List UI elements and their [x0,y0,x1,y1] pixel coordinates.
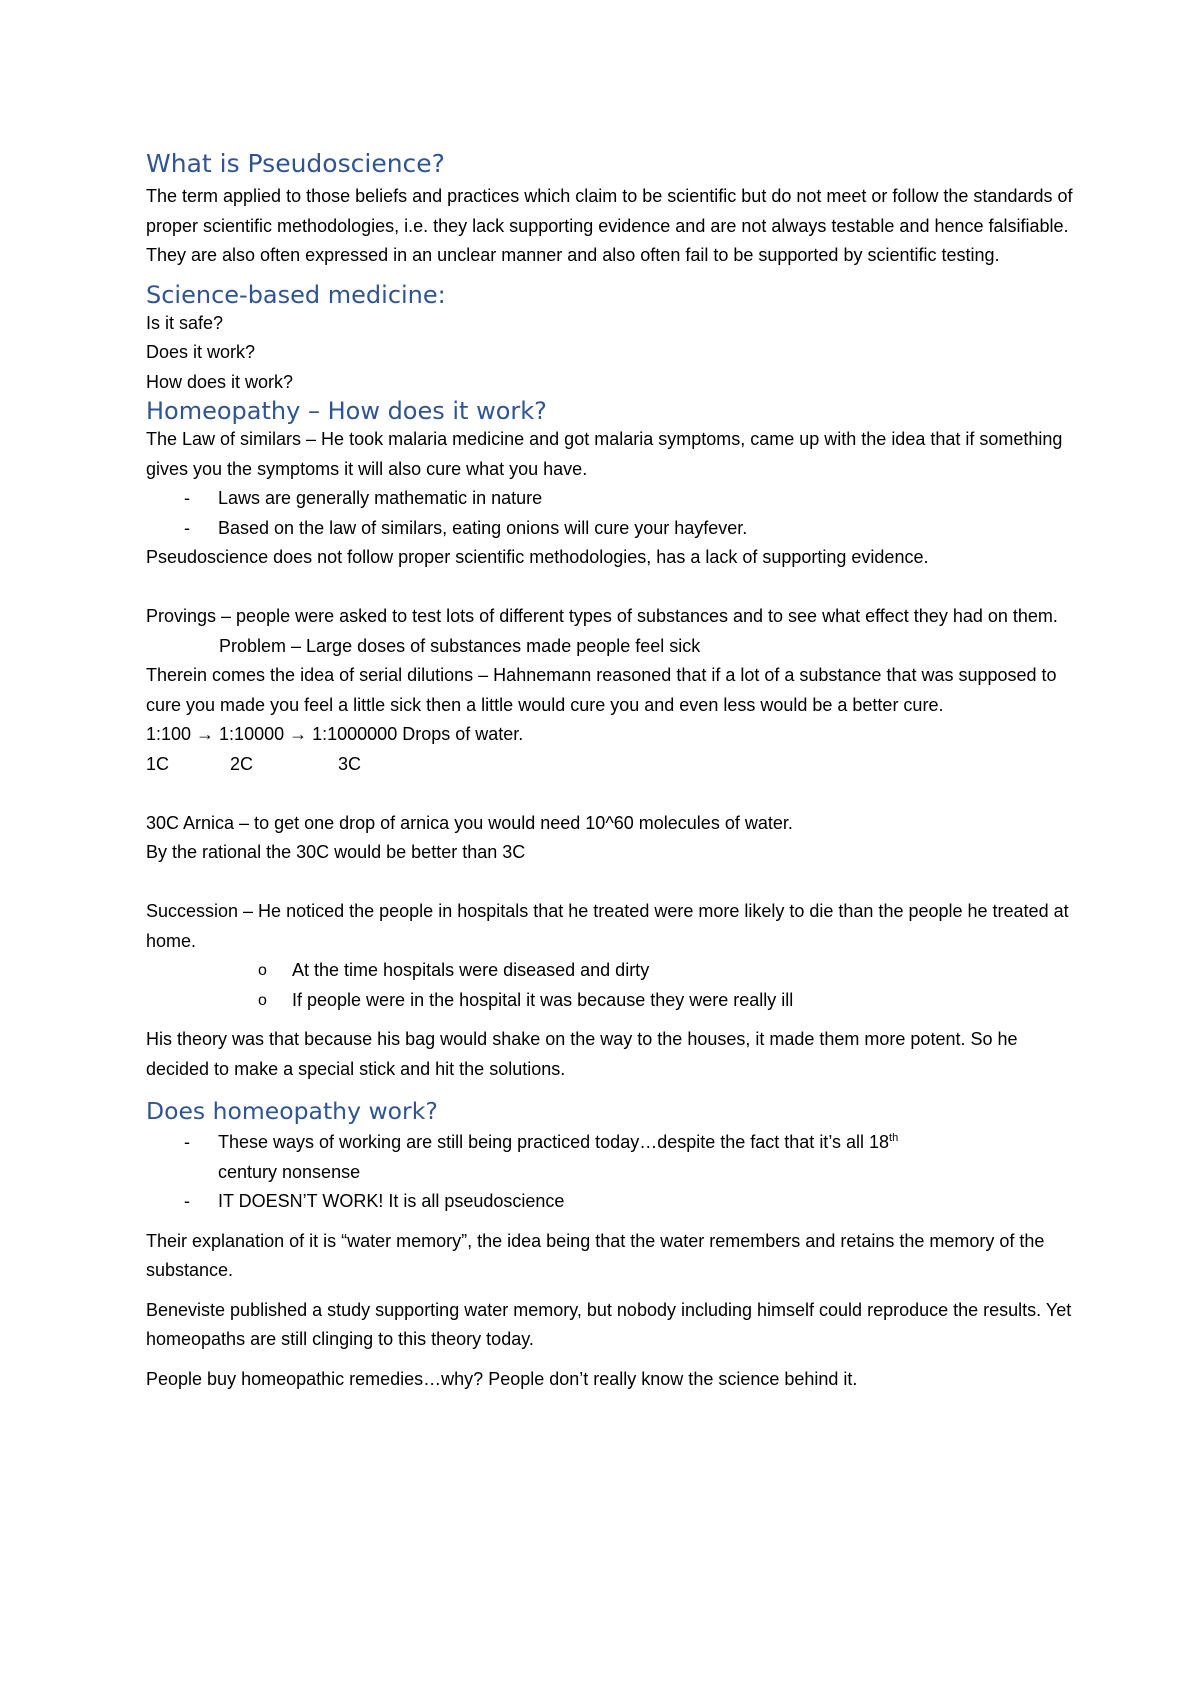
dilution-ratio-line: 1:100 → 1:10000 → 1:1000000 Drops of water. [146,724,524,744]
buy-remedies-paragraph: People buy homeopathic remedies…why? People don’t really know the science behind it. [146,1368,858,1389]
serial-dilutions-paragraph: Therein comes the idea of serial dilutions – Hahnemann reasoned that if a lot of a substance that was supposed to cure you made you feel a little sick then a little would cure you and even less would be a better cure. [146,665,1057,715]
superscript-th: th [889,1132,899,1144]
circle-marker: o [258,962,267,979]
list-item: - Laws are generally mathematic in nature [146,484,1076,514]
dash-marker: - [184,1191,190,1211]
question-how-does-it-work: How does it work? [146,371,294,392]
water-memory-paragraph: Their explanation of it is “water memory”, the idea being that the water remembers and retains the memory of the substance. [146,1230,1045,1280]
hospital-bullet-list [146,956,1076,1015]
dash-marker: - [184,517,190,538]
question-safe: Is it safe? [146,312,224,333]
document-page [146,146,1076,1394]
theory-paragraph: His theory was that because his bag would shake on the way to the houses, it made them more potent. So he decided to make a special stick and hit the solutions. [146,1029,1018,1079]
list-item: - These ways of working are still being practiced today…despite the fact that it’s all 18th century nonsense [146,1128,1076,1187]
dash-marker: - [184,1132,190,1152]
problem-line: Problem – Large doses of substances made people feel sick [219,635,701,656]
law-of-similars-paragraph: The Law of similars – He took malaria medicine and got malaria symptoms, came up with the idea that if something gives you the symptoms it will also cure what you have. [146,429,1063,479]
heading-science-based-medicine: Science-based medicine: [146,280,446,309]
heading-homeopathy-how: Homeopathy – How does it work? [146,397,547,425]
heading-what-is-pseudoscience: What is Pseudoscience? [146,149,445,178]
heading-does-homeopathy-work: Does homeopathy work? [146,1097,438,1125]
arnica-line: 30C Arnica – to get one drop of arnica you would need 10^60 molecules of water. [146,812,793,833]
dash-marker: - [184,488,190,508]
law-bullet-list [146,484,1076,543]
blank-line [146,868,1076,898]
c-label-3c: 3C [338,753,362,774]
blank-line [146,573,1076,603]
circle-marker: o [258,991,267,1009]
rational-line: By the rational the 30C would be better than 3C [146,842,526,862]
list-item: o At the time hospitals were diseased and dirty [146,956,1076,986]
pseudoscience-summary: Pseudoscience does not follow proper scientific methodologies, has a lack of supporting evidence. [146,547,929,567]
provings-paragraph: Provings – people were asked to test lots of different types of substances and to see what effect they had on them. [146,606,1058,626]
beneviste-paragraph: Beneviste published a study supporting water memory, but nobody including himself could reproduce the results. Yet homeopaths are still clinging to this theory today. [146,1299,1072,1349]
pseudoscience-definition: The term applied to those beliefs and practices which claim to be scientific but do not meet or follow the standards of proper scientific methodologies, i.e. they lack supporting evidence and are not always testable and hence falsifiable. They are also often expressed in an unclear manner and also often fail to be supported by scientific testing. [146,186,1073,265]
list-item: o If people were in the hospital it was because they were really ill [146,986,1076,1016]
c-label-2c: 2C [230,753,254,774]
works-bullet-list [146,1128,1076,1217]
succession-paragraph: Succession – He noticed the people in hospitals that he treated were more likely to die than the people he treated at home. [146,901,1069,951]
list-item: - Based on the law of similars, eating onions will cure your hayfever. [146,514,1076,544]
blank-line [146,779,1076,809]
question-does-it-work: Does it work? [146,342,256,362]
c-labels-row [146,750,1076,780]
list-item: - IT DOESN’T WORK! It is all pseudoscience [146,1187,1076,1217]
c-label-1c: 1C [146,753,170,774]
